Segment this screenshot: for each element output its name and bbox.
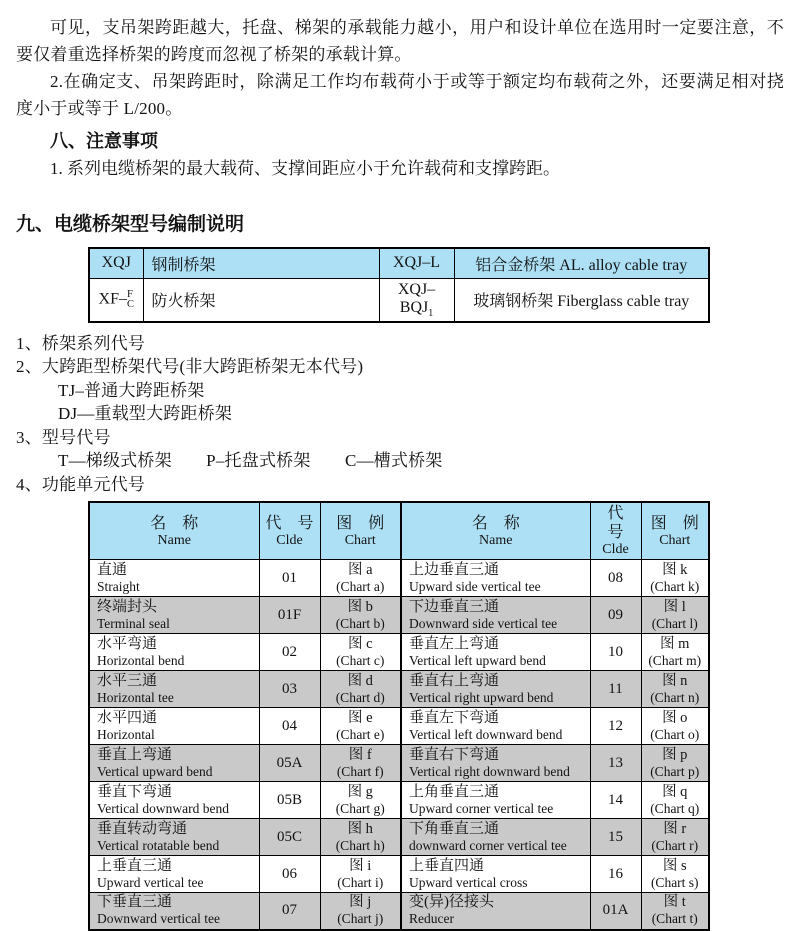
series-code-subscript: 1 <box>428 307 434 319</box>
function-code-cell: 10 <box>590 634 641 671</box>
cell-cn-text: 垂直上弯通 <box>97 746 173 763</box>
cell-en-text: Vertical rotatable bend <box>97 837 220 853</box>
cell-cn-text: 垂直右下弯通 <box>409 746 500 763</box>
series-desc-cell: 铝合金桥架 AL. alloy cable tray <box>454 248 709 278</box>
function-chart-cell <box>641 893 709 930</box>
cell-en-text: Upward vertical tee <box>97 874 204 890</box>
cell-cn-text: 上垂直三通 <box>97 857 173 874</box>
series-table-row <box>89 248 709 278</box>
function-name-cell <box>401 856 590 893</box>
cell-en-text: Horizontal bend <box>97 652 185 668</box>
note-line: DJ—重载型大跨距桥架 <box>58 404 233 424</box>
function-table-body <box>89 560 709 930</box>
header-cn: 代 号 <box>265 514 314 532</box>
function-chart-cell <box>641 634 709 671</box>
function-name-cell <box>401 597 590 634</box>
header-cn: 代 号 <box>607 505 640 542</box>
cell-cn-text: 图 j <box>349 894 372 911</box>
header-chart-right <box>641 502 709 560</box>
cell-en-text: (Chart o) <box>650 726 700 742</box>
function-chart-cell <box>641 819 709 856</box>
cell-en-text: (Chart i) <box>337 874 384 890</box>
cell-en-text: (Chart e) <box>336 726 385 742</box>
cell-en-text: Vertical right upward bend <box>409 689 554 705</box>
cell-en-text: downward corner vertical tee <box>409 837 567 853</box>
intro-paragraph-2: 2.在确定支、吊架跨距时，除满足工作均布载荷小于或等于额定均布载荷之外，还要满足相对挠度小于或等于 L/200。 <box>16 72 784 118</box>
cell-cn-text: 图 m <box>660 635 690 652</box>
cell-en-text: Horizontal <box>97 726 155 742</box>
series-code-prefix: XF– <box>98 290 127 308</box>
cell-cn-text: 图 g <box>347 783 373 800</box>
function-code-cell: 04 <box>259 708 320 745</box>
cell-en-text: Upward side vertical tee <box>409 578 541 594</box>
function-table-row <box>89 856 709 893</box>
function-chart-cell <box>641 782 709 819</box>
cell-cn-text: 垂直下弯通 <box>97 783 173 800</box>
cell-cn-text: 图 s <box>662 857 687 874</box>
function-code-cell: 05B <box>259 782 320 819</box>
series-code-cell <box>89 278 143 322</box>
header-en: Name <box>479 532 513 548</box>
function-table-header-row <box>89 502 709 560</box>
cell-en-text: (Chart k) <box>650 578 700 594</box>
function-code-cell: 01F <box>259 597 320 634</box>
function-code-cell: 01 <box>259 560 320 597</box>
function-code-cell: 13 <box>590 745 641 782</box>
header-en: Clde <box>602 542 629 558</box>
cell-en-text: (Chart r) <box>651 837 699 853</box>
function-table-row <box>89 671 709 708</box>
cell-cn-text: 水平四通 <box>97 709 158 726</box>
function-code-cell: 14 <box>590 782 641 819</box>
cell-cn-text: 垂直左上弯通 <box>409 635 500 652</box>
function-chart-cell <box>320 597 401 634</box>
series-desc-cell: 防火桥架 <box>143 278 379 322</box>
cell-cn-text: 下角垂直三通 <box>409 820 500 837</box>
cell-en-text: (Chart n) <box>650 689 700 705</box>
cell-en-text: Upward corner vertical tee <box>409 800 554 816</box>
note-line: 4、功能单元代号 <box>16 474 146 494</box>
function-chart-cell <box>320 671 401 708</box>
function-chart-cell <box>320 782 401 819</box>
function-table-row <box>89 560 709 597</box>
series-code-stack-top: F <box>126 288 133 300</box>
function-name-cell <box>89 634 259 671</box>
function-chart-cell <box>320 893 401 930</box>
function-code-cell: 11 <box>590 671 641 708</box>
series-code-main: XQJ–BQJ <box>397 280 436 316</box>
cell-cn-text: 直通 <box>97 561 128 578</box>
cell-en-text: (Chart c) <box>336 652 385 668</box>
cell-en-text: (Chart t) <box>651 911 698 927</box>
cell-cn-text: 水平三通 <box>97 672 158 689</box>
function-code-cell: 06 <box>259 856 320 893</box>
cell-cn-text: 图 o <box>662 709 688 726</box>
header-name-left <box>89 502 259 560</box>
function-code-cell: 09 <box>590 597 641 634</box>
function-chart-cell <box>641 597 709 634</box>
series-code-cell: XQJ <box>89 248 143 278</box>
function-name-cell <box>89 819 259 856</box>
note-line: 1、桥架系列代号 <box>16 333 146 353</box>
cell-en-text: (Chart d) <box>335 689 385 705</box>
cell-cn-text: 图 f <box>348 746 372 763</box>
cell-en-text: (Chart q) <box>650 800 700 816</box>
function-chart-cell <box>320 708 401 745</box>
header-en: Chart <box>344 532 376 548</box>
series-code-stack <box>127 290 134 310</box>
function-name-cell <box>401 671 590 708</box>
cell-cn-text: 终端封头 <box>97 598 158 615</box>
function-name-cell <box>89 856 259 893</box>
cell-cn-text: 水平弯通 <box>97 635 158 652</box>
cell-en-text: Terminal seal <box>97 615 170 631</box>
cell-en-text: (Chart s) <box>650 874 699 890</box>
cell-en-text: Vertical downward bend <box>97 800 229 816</box>
intro-paragraph-1: 可见，支吊架跨距越大，托盘、梯架的承载能力越小，用户和设计单位在选用时一定要注意，不要仅着重选择桥架的跨度而忽视了桥架的承载计算。 <box>16 18 784 64</box>
function-table-row <box>89 634 709 671</box>
cell-cn-text: 图 l <box>663 598 686 615</box>
section8-heading: 八、注意事项 <box>50 131 158 151</box>
cell-cn-text: 图 c <box>347 635 373 652</box>
function-chart-cell <box>641 856 709 893</box>
header-code-left <box>259 502 320 560</box>
note-line: 2、大跨距型桥架代号(非大跨距桥架无本代号) <box>16 357 364 377</box>
function-chart-cell <box>320 634 401 671</box>
function-chart-cell <box>320 560 401 597</box>
cell-cn-text: 图 h <box>347 820 373 837</box>
cell-cn-text: 下垂直三通 <box>97 894 173 911</box>
function-chart-cell <box>641 560 709 597</box>
function-name-cell <box>401 708 590 745</box>
series-table-row <box>89 278 709 322</box>
cell-en-text: (Chart m) <box>648 652 702 668</box>
section9-heading: 九、电缆桥架型号编制说明 <box>16 214 245 235</box>
notes-list <box>16 332 784 497</box>
cell-en-text: (Chart g) <box>335 800 385 816</box>
function-code-cell: 01A <box>590 893 641 930</box>
series-desc-cell: 玻璃钢桥架 Fiberglass cable tray <box>454 278 709 322</box>
series-code-cell: XQJ–L <box>379 248 454 278</box>
cell-en-text: Vertical left downward bend <box>409 726 563 742</box>
cell-en-text: (Chart j) <box>337 911 384 927</box>
function-code-cell: 05C <box>259 819 320 856</box>
cell-cn-text: 图 b <box>347 598 373 615</box>
cell-en-text: Vertical left upward bend <box>409 652 546 668</box>
cell-cn-text: 上垂直四通 <box>409 857 485 874</box>
function-name-cell <box>401 893 590 930</box>
function-name-cell <box>89 671 259 708</box>
function-name-cell <box>89 597 259 634</box>
function-name-cell <box>401 634 590 671</box>
cell-en-text: Downward side vertical tee <box>409 615 558 631</box>
function-table-row <box>89 819 709 856</box>
cell-cn-text: 图 n <box>662 672 688 689</box>
function-code-cell: 16 <box>590 856 641 893</box>
cell-en-text: Vertical right downward bend <box>409 763 570 779</box>
header-en: Clde <box>276 532 303 548</box>
cell-cn-text: 图 q <box>662 783 688 800</box>
function-name-cell <box>89 782 259 819</box>
cell-cn-text: 垂直左下弯通 <box>409 709 500 726</box>
cell-cn-text: 图 t <box>663 894 686 911</box>
cell-en-text: (Chart a) <box>336 578 385 594</box>
header-cn: 名 称 <box>471 514 520 532</box>
function-name-cell <box>401 819 590 856</box>
series-code-table <box>88 247 710 323</box>
header-en: Chart <box>659 532 691 548</box>
cell-cn-text: 上边垂直三通 <box>409 561 500 578</box>
note-line: TJ–普通大跨距桥架 <box>58 380 205 400</box>
cell-en-text: Straight <box>97 578 140 594</box>
cell-cn-text: 图 i <box>349 857 372 874</box>
header-cn: 图 例 <box>650 514 699 532</box>
function-name-cell <box>401 745 590 782</box>
cell-cn-text: 图 p <box>662 746 688 763</box>
function-unit-table <box>88 501 710 931</box>
cell-en-text: Upward vertical cross <box>409 874 528 890</box>
function-name-cell <box>89 708 259 745</box>
cell-en-text: Downward vertical tee <box>97 911 220 927</box>
function-table-row <box>89 708 709 745</box>
function-code-cell: 15 <box>590 819 641 856</box>
function-name-cell <box>89 560 259 597</box>
function-name-cell <box>401 782 590 819</box>
series-code-cell <box>379 278 454 322</box>
header-en: Name <box>157 532 191 548</box>
header-chart-left <box>320 502 401 560</box>
cell-cn-text: 变(异)径接头 <box>409 894 494 911</box>
header-code-right <box>590 502 641 560</box>
section8-item-1: 1. 系列电缆桥架的最大载荷、支撑间距应小于允许载荷和支撑跨距。 <box>50 159 560 178</box>
header-name-right <box>401 502 590 560</box>
note-line: 3、型号代号 <box>16 427 111 447</box>
function-chart-cell <box>641 708 709 745</box>
function-table-row <box>89 893 709 930</box>
cell-cn-text: 垂直转动弯通 <box>97 820 188 837</box>
cell-en-text: (Chart h) <box>335 837 385 853</box>
function-code-cell: 03 <box>259 671 320 708</box>
cell-cn-text: 图 d <box>347 672 373 689</box>
header-cn: 名 称 <box>150 514 199 532</box>
cell-cn-text: 下边垂直三通 <box>409 598 500 615</box>
cell-en-text: Reducer <box>409 911 454 927</box>
function-table-row <box>89 597 709 634</box>
function-name-cell <box>89 893 259 930</box>
cell-en-text: (Chart l) <box>651 615 698 631</box>
series-desc-cell: 钢制桥架 <box>143 248 379 278</box>
cell-en-text: Horizontal tee <box>97 689 174 705</box>
cell-cn-text: 图 r <box>663 820 687 837</box>
cell-cn-text: 上角垂直三通 <box>409 783 500 800</box>
function-name-cell <box>401 560 590 597</box>
cell-en-text: (Chart p) <box>650 763 700 779</box>
cell-en-text: (Chart f) <box>336 763 384 779</box>
function-table-row <box>89 782 709 819</box>
cell-cn-text: 垂直右上弯通 <box>409 672 500 689</box>
function-chart-cell <box>641 671 709 708</box>
cell-cn-text: 图 k <box>662 561 688 578</box>
cell-cn-text: 图 e <box>347 709 373 726</box>
function-table-row <box>89 745 709 782</box>
function-chart-cell <box>320 745 401 782</box>
function-chart-cell <box>320 856 401 893</box>
function-name-cell <box>89 745 259 782</box>
function-chart-cell <box>320 819 401 856</box>
cell-en-text: Vertical upward bend <box>97 763 213 779</box>
function-code-cell: 02 <box>259 634 320 671</box>
function-code-cell: 07 <box>259 893 320 930</box>
function-chart-cell <box>641 745 709 782</box>
cell-cn-text: 图 a <box>347 561 373 578</box>
series-code-stack-bottom: C <box>126 298 134 310</box>
function-code-cell: 08 <box>590 560 641 597</box>
note-line: T—梯级式桥架 P–托盘式桥架 C—槽式桥架 <box>58 451 443 471</box>
header-cn: 图 例 <box>336 514 385 532</box>
function-code-cell: 12 <box>590 708 641 745</box>
function-code-cell: 05A <box>259 745 320 782</box>
cell-en-text: (Chart b) <box>335 615 385 631</box>
